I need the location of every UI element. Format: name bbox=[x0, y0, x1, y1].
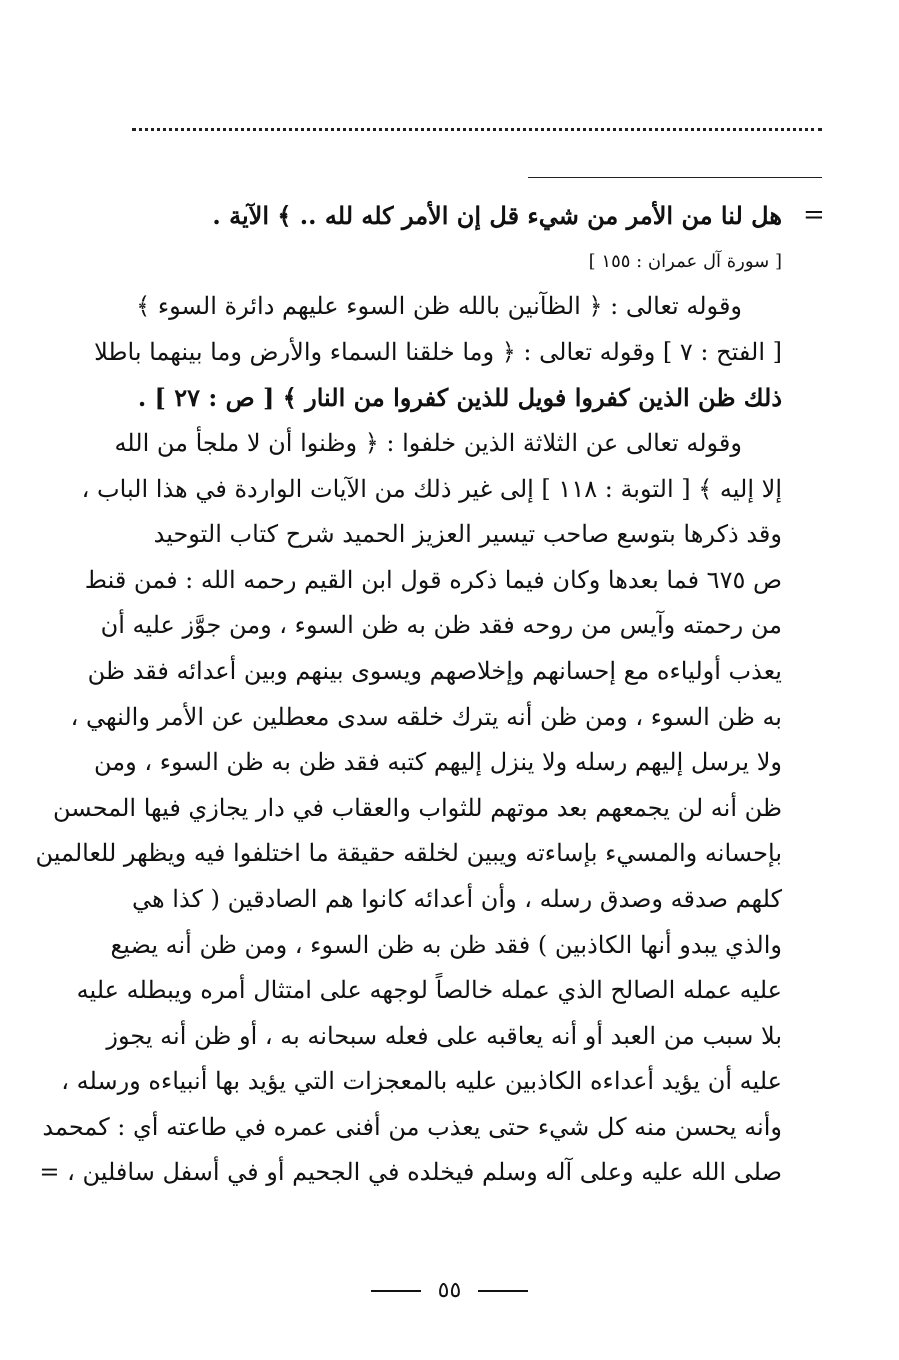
text-line: وقوله تعالى عن الثلاثة الذين خلفوا : ﴿ وظنوا أن لا ملجأ من الله bbox=[114, 428, 742, 457]
footnote-text bbox=[35, 193, 782, 1196]
text-line: عليه أن يؤيد أعداءه الكاذبين عليه بالمعجزات التي يؤيد بها أنبياءه ورسله ، bbox=[61, 1067, 782, 1096]
page-number-dash-left bbox=[371, 1290, 421, 1292]
dotted-separator bbox=[132, 128, 822, 131]
page-number-dash-right bbox=[478, 1290, 528, 1292]
text-line: ص ٦٧٥ فما بعدها وكان فيما ذكره قول ابن القيم رحمه الله : فمن قنط bbox=[84, 565, 782, 594]
text-line: ذلك ظن الذين كفروا فويل للذين كفروا من النار ﴾ [ ص : ٢٧ ] . bbox=[137, 383, 782, 413]
text-line: كلهم صدقه وصدق رسله ، وأن أعدائه كانوا هم الصادقين ( كذا هي bbox=[131, 884, 782, 913]
text-line: [ الفتح : ٧ ] وقوله تعالى : ﴿ وما خلقنا السماء والأرض وما بينهما باطلا bbox=[94, 337, 782, 366]
text-line: عليه عمله الصالح الذي عمله خالصاً لوجهه على امتثال أمره ويبطله عليه bbox=[76, 976, 782, 1005]
footnote-continuation-marker: = bbox=[803, 200, 825, 230]
footnote-rule bbox=[528, 177, 822, 178]
text-line: هل لنا من الأمر من شيء قل إن الأمر كله لله .. ﴾ الآية . bbox=[212, 201, 782, 230]
text-line: به ظن السوء ، ومن ظن أنه يترك خلقه سدى معطلين عن الأمر والنهي ، bbox=[70, 702, 782, 731]
text-line: وأنه يحسن منه كل شيء حتى يعذب من أفنى عمره في طاعته أي : كمحمد bbox=[42, 1112, 782, 1141]
text-line: وقوله تعالى : ﴿ الظآنين بالله ظن السوء عليهم دائرة السوء ﴾ bbox=[136, 292, 742, 321]
text-line: من رحمته وآيس من روحه فقد ظن به ظن السوء ، ومن جوَّز عليه أن bbox=[100, 611, 782, 640]
text-line: بإحسانه والمسيء بإساءته ويبين لخلقه حقيقة ما اختلفوا فيه ويظهر للعالمين bbox=[35, 839, 782, 868]
text-line: ولا يرسل إليهم رسله ولا ينزل إليهم كتبه فقد ظن به ظن السوء ، ومن bbox=[93, 748, 782, 777]
text-line: [ سورة آل عمران : ١٥٥ ] bbox=[588, 250, 782, 272]
page-number-value: ٥٥ bbox=[437, 1278, 462, 1303]
text-line: إلا إليه ﴾ [ التوبة : ١١٨ ] إلى غير ذلك من الآيات الواردة في هذا الباب ، bbox=[81, 474, 782, 503]
text-line: بلا سبب من العبد أو أنه يعاقبه على فعله سبحانه به ، أو ظن أنه يجوز bbox=[106, 1021, 782, 1050]
text-line: صلى الله عليه وعلى آله وسلم فيخلده في الجحيم أو في أسفل سافلين ، = bbox=[39, 1158, 782, 1187]
text-line: يعذب أولياءه مع إحسانهم وإخلاصهم ويسوى بينهم وبين أعدائه فقد ظن bbox=[87, 656, 782, 685]
text-line: والذي يبدو أنها الكاذبين ) فقد ظن به ظن السوء ، ومن ظن أنه يضيع bbox=[110, 930, 782, 959]
page-number bbox=[0, 1278, 899, 1303]
text-line: وقد ذكرها بتوسع صاحب تيسير العزيز الحميد شرح كتاب التوحيد bbox=[153, 520, 782, 549]
text-line: ظن أنه لن يجمعهم بعد موتهم للثواب والعقاب في دار يجازي فيها المحسن bbox=[53, 793, 782, 822]
